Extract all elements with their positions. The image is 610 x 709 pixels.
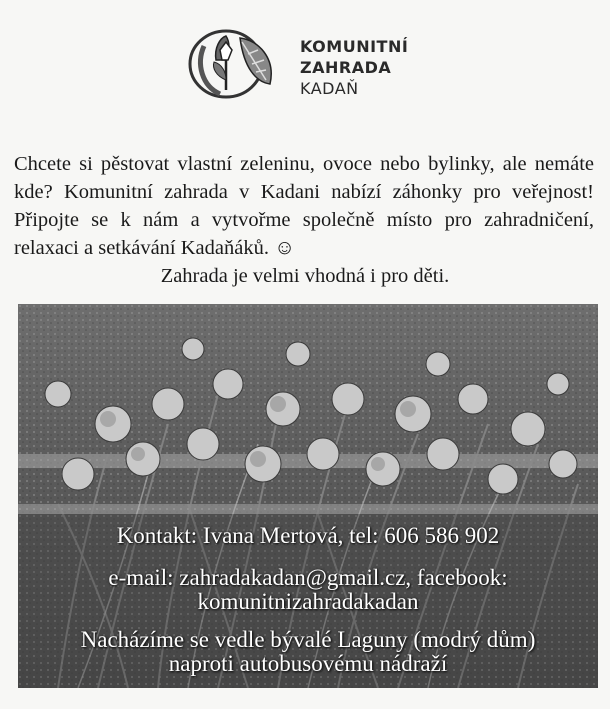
intro-paragraph: Chcete si pěstovat vlastní zeleninu, ovoce nebo bylinky, ale nemáte kde? Komunitní zahrada v Kadani nabízí záhonky pro veřejnost! Připojte se k nám a vytvořme společně místo pro zahradničení, relaxaci a setkávání Kadaňáků. ☺: [14, 153, 594, 259]
contact-line: Kontakt: Ivana Mertová, tel: 606 586 902: [116, 523, 500, 548]
logo-line-1: KOMUNITNÍ: [300, 37, 409, 56]
email-line: e-mail: zahradakadan@gmail.cz, facebook:: [108, 565, 508, 590]
location-line-2: naproti autobusovému nádraží: [168, 651, 448, 676]
logo-text: [300, 36, 408, 99]
logo-line-3: KADAŇ: [300, 79, 359, 98]
facebook-line: komunitnizahradakadan: [197, 589, 419, 614]
location-line-1: Nacházíme se vedle bývalé Laguny (modrý dům): [80, 627, 536, 652]
header: [0, 18, 610, 108]
garden-photo: [18, 304, 598, 688]
garden-logo-icon: [186, 24, 284, 100]
intro-note: Zahrada je velmi vhodná i pro děti.: [160, 265, 450, 287]
logo-line-2: ZAHRADA: [300, 58, 392, 77]
